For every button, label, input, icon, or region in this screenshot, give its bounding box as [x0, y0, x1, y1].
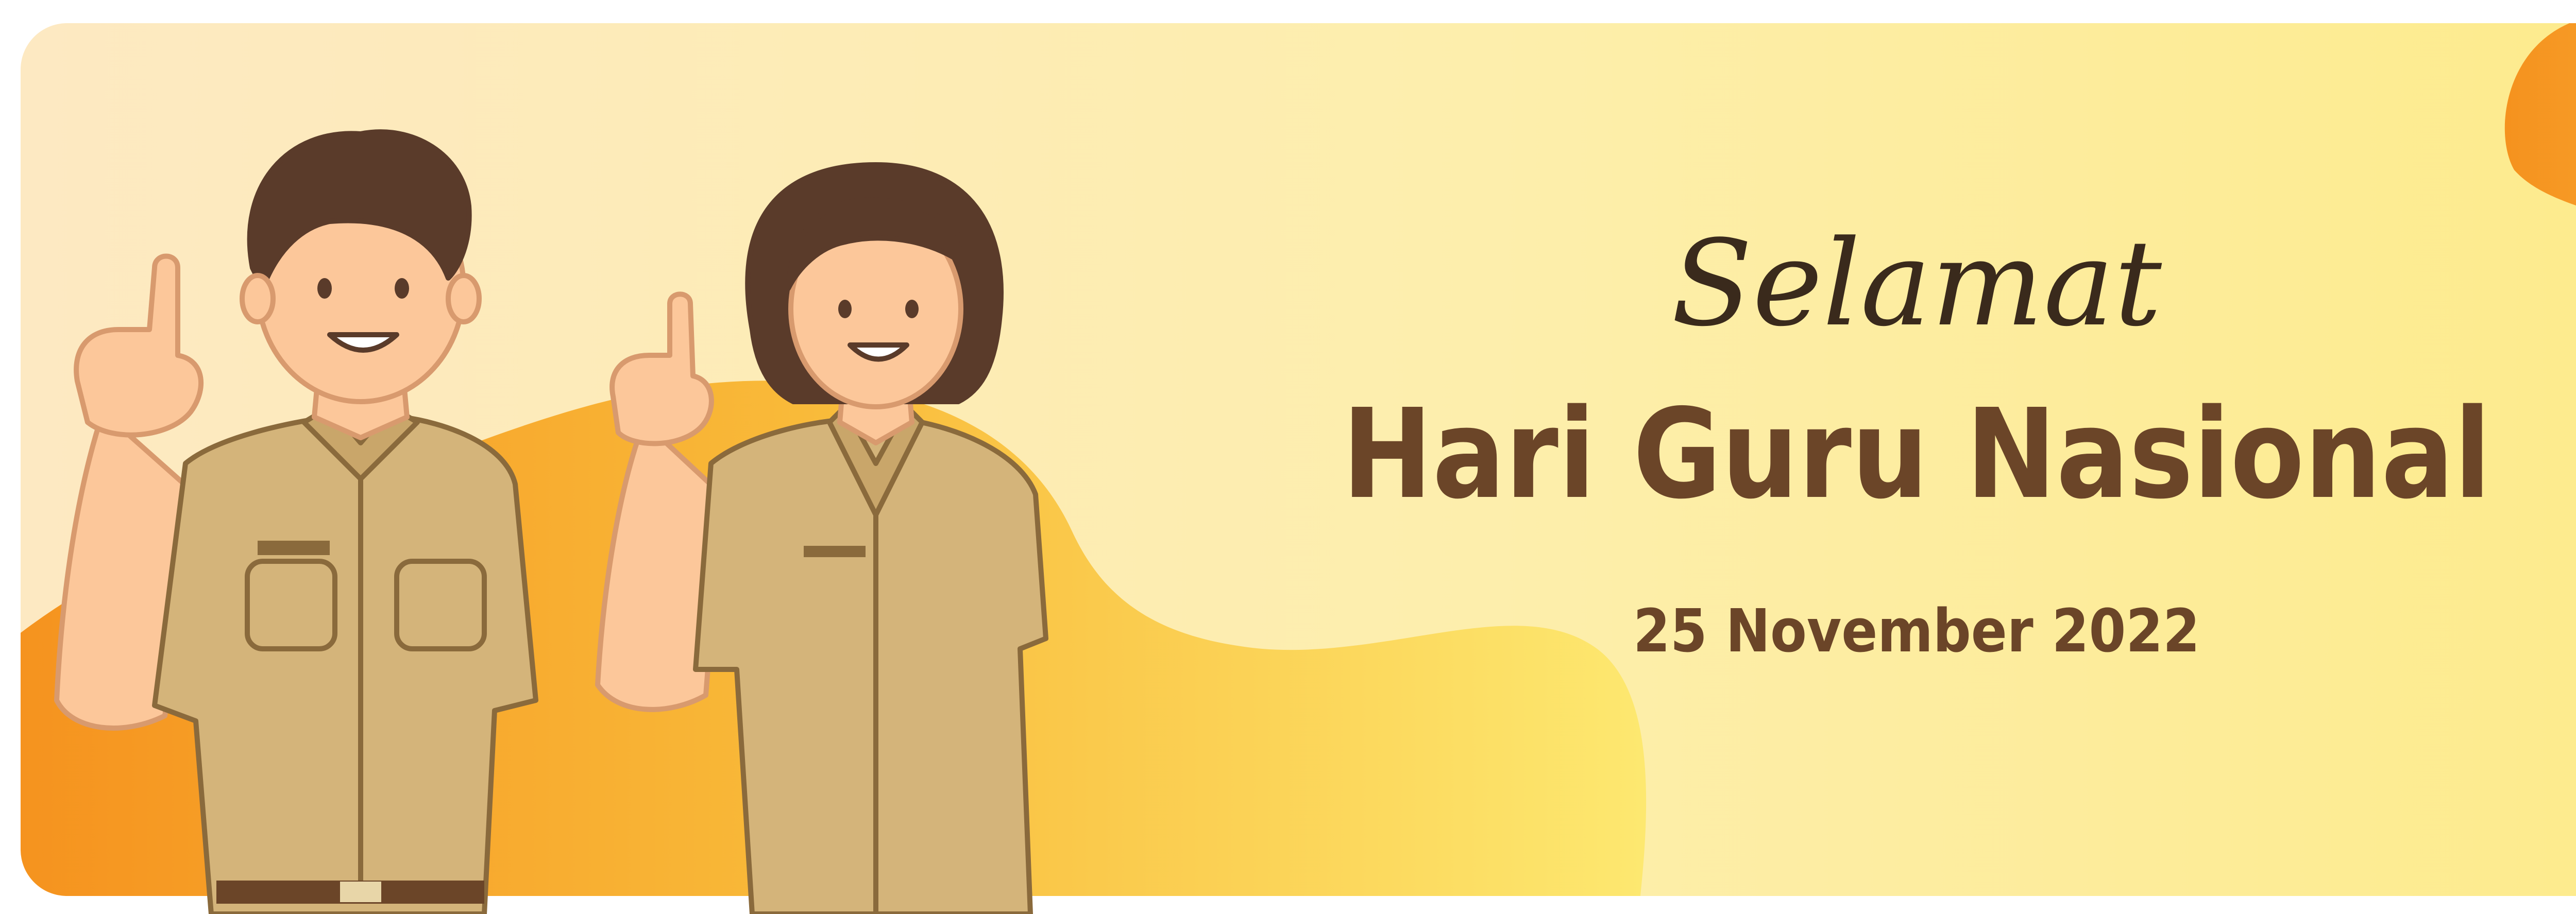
event-date: 25 November 2022 [1633, 597, 2200, 666]
headline: Hari Guru Nasional [1342, 382, 2491, 526]
greeting-script: Selamat [1671, 215, 2162, 353]
